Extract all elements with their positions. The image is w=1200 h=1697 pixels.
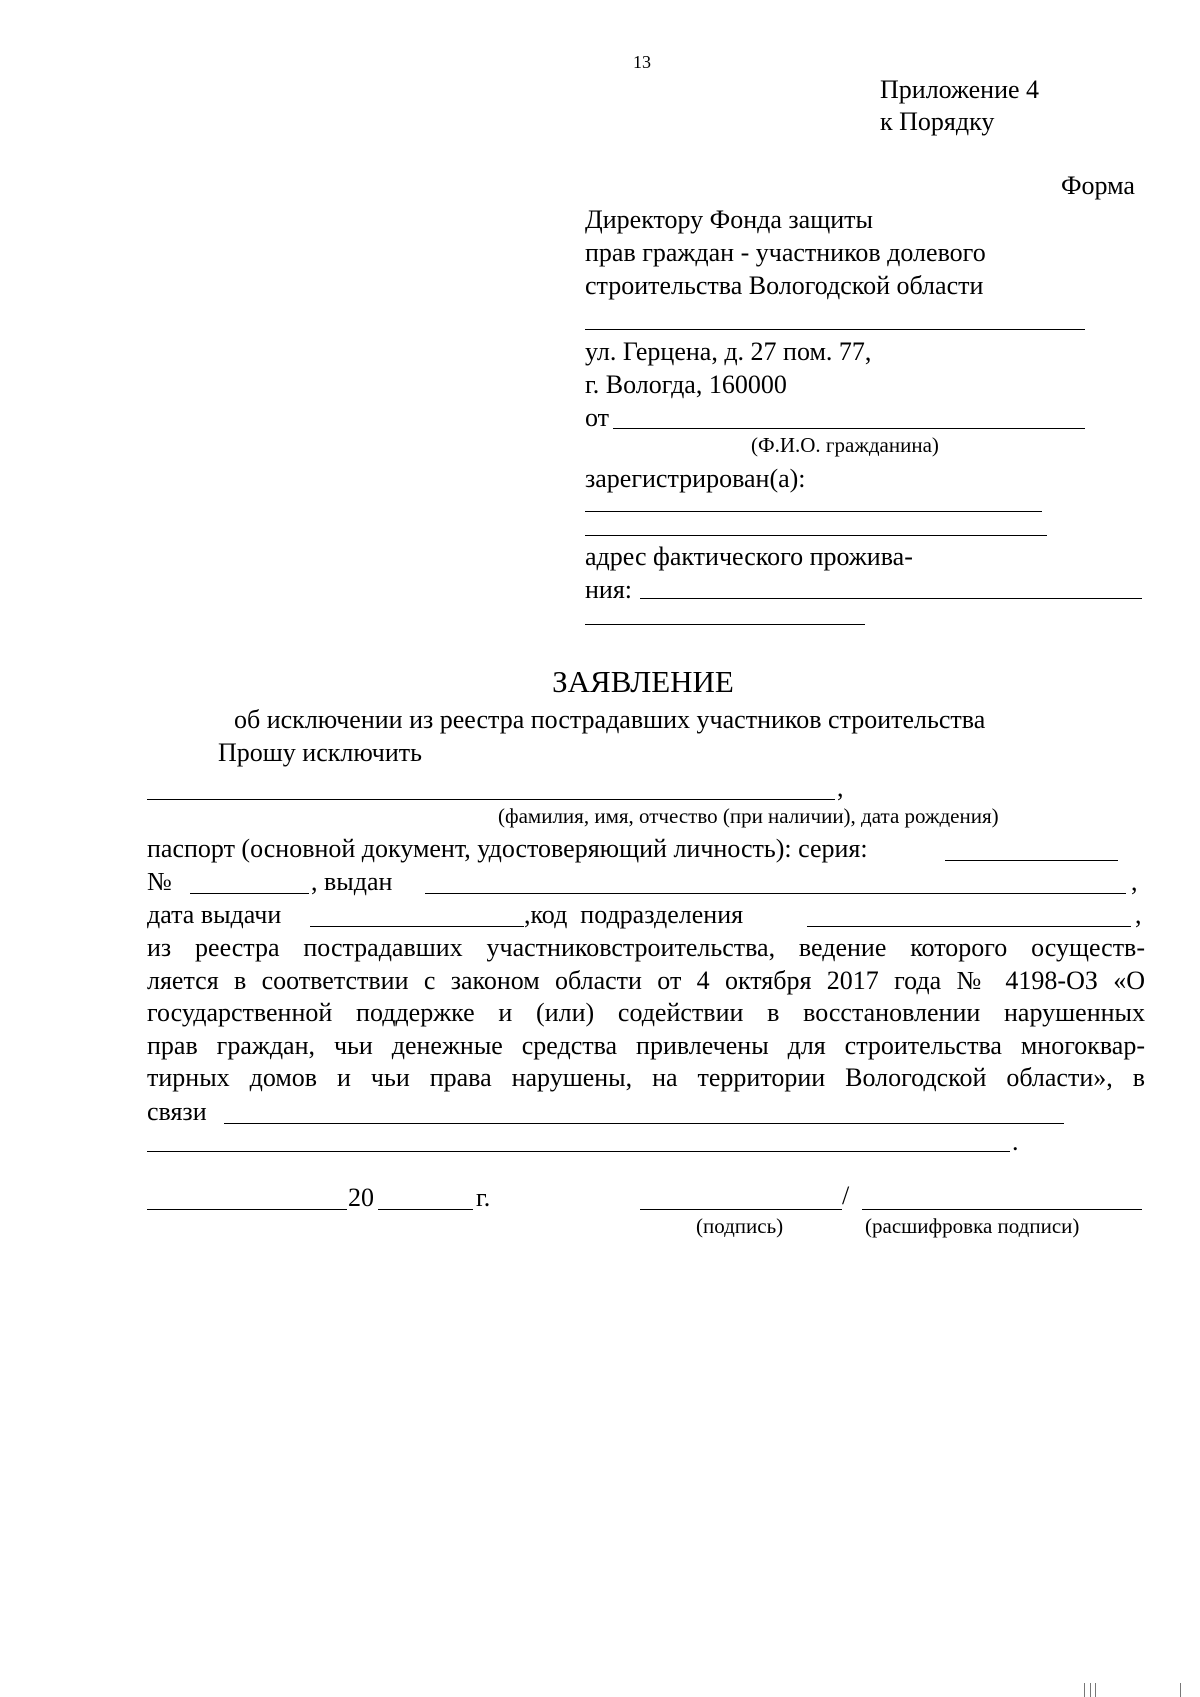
date-year-blank[interactable] [378,1209,473,1210]
actual-address-blank-1[interactable] [640,598,1142,599]
body-line: из реестра пострадавших участниковстроительства, ведение которого осуществ- [147,933,1145,962]
request-intro: Прошу исключить [218,738,423,767]
signature-blank[interactable] [640,1209,842,1210]
issued-by-blank[interactable] [425,893,1126,894]
scan-edge-mark [1095,1683,1096,1697]
issue-date-blank[interactable] [310,926,524,927]
registered-blank-2[interactable] [585,535,1047,536]
actual-address-blank-2[interactable] [585,624,865,625]
from-label: от [585,403,610,432]
signature-separator: / [842,1181,850,1210]
issued-label: , выдан [311,867,393,896]
actual-address-label-2: ния: [585,575,633,604]
number-label: № [147,867,172,896]
scan-edge-mark [1084,1683,1085,1697]
appendix-line-2: к Порядку [880,107,995,136]
passport-number-blank[interactable] [190,893,309,894]
reason-blank-2[interactable] [147,1151,1010,1152]
body-line: государственной поддержке и (или) содействии в восстановлении нарушенных [147,998,1145,1027]
body-line: тирных домов и чьи права нарушены, на территории Вологодской области», в [147,1063,1145,1092]
addressee-line-3: строительства Вологодской области [585,271,984,300]
passport-label: паспорт (основной документ, удостоверяющий личность): серия: [147,834,868,863]
name-comma: , [837,773,844,802]
name-blank[interactable] [147,799,835,800]
scan-edge-mark [1180,1683,1181,1697]
registered-label: зарегистрирован(а): [585,464,806,493]
page-number: 13 [633,52,651,72]
signature-decode-blank[interactable] [862,1209,1142,1210]
document-title: ЗАЯВЛЕНИЕ [552,664,734,699]
registered-blank-1[interactable] [585,511,1042,512]
scan-edge-mark [1090,1683,1091,1697]
body-line: ляется в соответствии с законом области от 4 октября 2017 года № 4198-ОЗ «О [147,965,1145,995]
signature-caption: (подпись) [696,1214,784,1238]
body-line: прав граждан, чьи денежные средства привлечены для строительства многоквар- [147,1030,1145,1060]
body-paragraph [147,932,1145,1095]
addressee-line-1: Директору Фонда защиты [585,205,873,234]
addressee-name-blank[interactable] [585,329,1085,330]
reason-label: связи [147,1097,207,1126]
division-comma: , [1135,900,1142,929]
passport-series-blank[interactable] [945,860,1118,861]
signature-decode-caption: (расшифровка подписи) [865,1214,1080,1238]
address-line-2: г. Вологда, 160000 [585,370,787,399]
issue-date-label: дата выдачи [147,900,282,929]
date-year-suffix: г. [476,1183,491,1212]
name-caption: (фамилия, имя, отчество (при наличии), дата рождения) [498,804,999,828]
address-line-1: ул. Герцена, д. 27 пом. 77, [585,337,872,366]
appendix-line-1: Приложение 4 [880,75,1040,104]
addressee-line-2: прав граждан - участников долевого [585,238,986,267]
date-year-prefix: 20 [348,1183,374,1212]
date-day-month-blank[interactable] [147,1209,347,1210]
document-subtitle: об исключении из реестра пострадавших участников строительства [234,705,986,734]
actual-address-label-1: адрес фактического прожива- [585,542,913,571]
division-code-blank[interactable] [807,926,1131,927]
reason-end-period: . [1012,1127,1019,1156]
form-label: Форма [1061,171,1135,200]
issued-comma: , [1131,867,1138,896]
division-code-label: ,код подразделения [524,900,744,929]
reason-blank-1[interactable] [224,1123,1064,1124]
from-name-blank[interactable] [613,428,1085,429]
from-caption: (Ф.И.О. гражданина) [751,433,939,457]
